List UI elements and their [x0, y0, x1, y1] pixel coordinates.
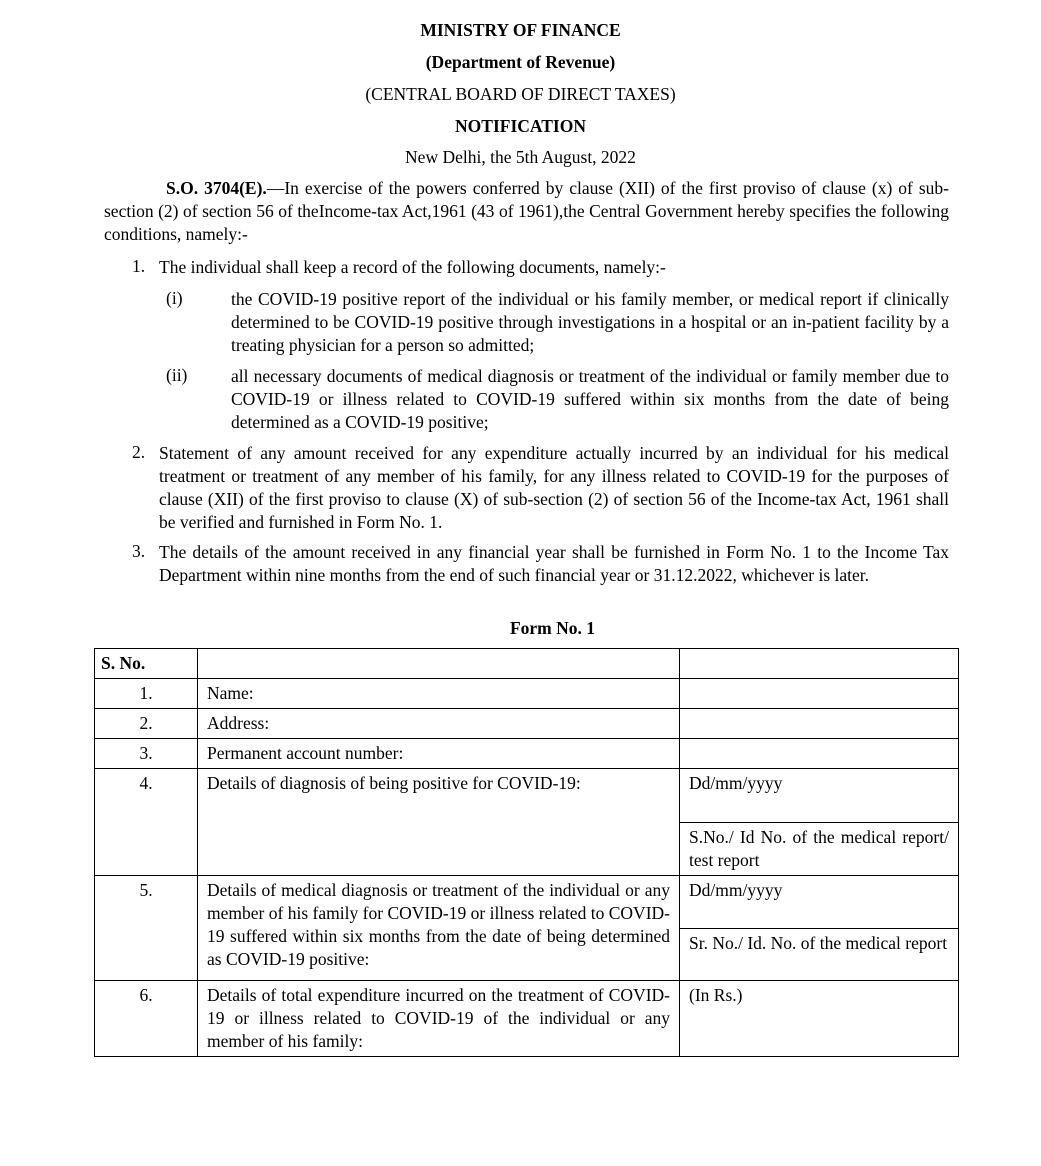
sub-item-i: the COVID-19 positive report of the individual or his family member, or medical report if clinically determined to be COVID-19 positive through investigations in a hospital or an in-patient facility by a treating physician for a person so admitted;	[231, 289, 949, 355]
place-date: New Delhi, the 5th August, 2022	[405, 147, 636, 167]
row-label: Address:	[198, 709, 680, 739]
date-cell: Dd/mm/yyyy	[680, 876, 959, 929]
condition-number: 1.	[132, 256, 146, 276]
so-number: S.O. 3704(E).	[166, 178, 267, 198]
board-heading: (CENTRAL BOARD OF DIRECT TAXES)	[365, 84, 676, 104]
condition-number: 3.	[132, 541, 146, 561]
sub-item-ii: all necessary documents of medical diagnosis or treatment of the individual or family member due to COVID-19 or illness related to COVID-19 suffered within six months from the date of being determined as a COVID-19 positive;	[231, 366, 949, 432]
row-label: Details of medical diagnosis or treatment of the individual or any member of his family for COVID-19 or illness related to COVID-19 suffered within six months from the date of being determined as COVID-19 positive:	[198, 876, 680, 981]
preamble	[104, 177, 949, 246]
form-table	[94, 648, 959, 1057]
condition-3: The details of the amount received in any financial year shall be furnished in Form No. 1 to the Income Tax Department within nine months from the end of such financial year or 31.12.2022, whichever is later.	[159, 542, 949, 585]
report-id-cell: Sr. No./ Id. No. of the medical report	[680, 929, 959, 981]
table-row	[95, 876, 959, 929]
amount-cell: (In Rs.)	[680, 981, 959, 1057]
ministry-heading: MINISTRY OF FINANCE	[420, 20, 621, 40]
value-cell[interactable]	[680, 709, 959, 739]
condition-number: 2.	[132, 442, 146, 462]
row-number: 4.	[95, 769, 198, 876]
date-cell: Dd/mm/yyyy	[680, 769, 959, 823]
row-label: Details of total expenditure incurred on the treatment of COVID-19 or illness related to COVID-19 of the individual or any member of his family:	[198, 981, 680, 1057]
row-label: Permanent account number:	[198, 739, 680, 769]
row-number: 1.	[95, 679, 198, 709]
table-row	[95, 739, 959, 769]
form-title: Form No. 1	[509, 618, 596, 638]
row-number: 6.	[95, 981, 198, 1057]
row-number: 5.	[95, 876, 198, 981]
sub-item-number: (ii)	[166, 365, 188, 385]
condition-1: The individual shall keep a record of the following documents, namely:-	[159, 257, 666, 277]
value-cell[interactable]	[680, 739, 959, 769]
row-label: Details of diagnosis of being positive for COVID-19:	[198, 769, 680, 876]
sno-header: S. No.	[95, 649, 198, 679]
condition-2: Statement of any amount received for any expenditure actually incurred by an individual for his medical treatment or treatment of any member of his family, for any illness related to COVID-19 for the purposes of clause (XII) of the first proviso to clause (X) of sub-section (2) of section 56 of the Income-tax Act, 1961 shall be verified and furnished in Form No. 1.	[159, 443, 949, 532]
value-cell[interactable]	[680, 679, 959, 709]
sub-item-number: (i)	[166, 288, 183, 308]
preamble-text: —In exercise of the powers conferred by clause (XII) of the first proviso of clause (x) of sub-section (2) of section 56 of theIncome-tax Act,1961 (43 of 1961),the Central Government hereby specifies the following conditions, namely:-	[104, 178, 949, 244]
notification-heading: NOTIFICATION	[455, 116, 586, 136]
table-row	[95, 679, 959, 709]
table-row	[95, 709, 959, 739]
row-number: 3.	[95, 739, 198, 769]
report-id-cell: S.No./ Id No. of the medical report/ test report	[680, 823, 959, 876]
table-header-row	[95, 649, 959, 679]
row-number: 2.	[95, 709, 198, 739]
table-row	[95, 769, 959, 823]
department-heading: (Department of Revenue)	[425, 52, 616, 72]
table-row	[95, 981, 959, 1057]
row-label: Name:	[198, 679, 680, 709]
